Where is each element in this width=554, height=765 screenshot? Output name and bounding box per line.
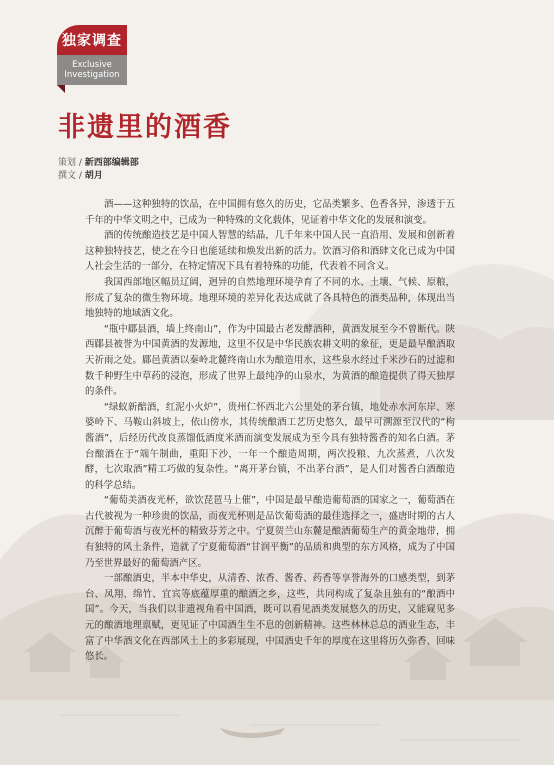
badge-bottom-gray [57,55,127,85]
paragraph: 一部酿酒史，半本中华史，从清香、浓香、酱香、药香等享誉海外的口感类型，到茅台、凤翔、绵竹、宜宾等底蕴厚重的酿酒之乡，这些，共同构成了复杂且独有的“酿酒中国”。今天，当我们以非遗视角看中国酒，既可以看见酒类发展悠久的历史，又能窥见多元的酿酒地理禀赋，更见证了中国酒生生不息的创新精神。这些林林总总的酒业生态，丰富了中华酒文化在西部风土上的多彩展现，中国酒史千年的厚度在这里将历久弥香、回味悠长。 [85,573,455,663]
paragraph: “葡萄美酒夜光杯，欲饮琵琶马上催”，中国是最早酿造葡萄酒的国家之一，葡萄酒在古代被视为一种珍贵的饮品，而夜光杯则是品饮葡萄酒的最佳选择之一，盛唐时期的古人沉醉于葡萄酒与夜光杯的精致芬芳之中。宁夏贺兰山东麓是酿酒葡萄生产的黄金地带，拥有独特的风土条件，造就了宁夏葡萄酒“甘润平衡”的品质和典型的东方风格，成为了中国乃至世界最好的葡萄酒产区。 [85,495,455,569]
credit-label: 撰文 / [58,171,85,181]
badge-subtitle-investigation: Investigation [64,70,120,80]
paragraph: “绿蚁新醅酒，红泥小火炉”，贵州仁怀西北六公里处的茅台镇，地处赤水河东岸、寒婆岭下、马鞍山斜坡上，依山傍水，其传统酿酒工艺历史悠久，最早可溯源至汉代的“枸酱酒”，后经历代改良蒸馏低酒度米酒而演变发展成为至今具有独特酱香的知名白酒。茅台酿酒在于“端午制曲，重阳下沙，一年一个酿造周期，两次投粮、九次蒸煮，八次发酵，七次取酒”精工巧做的复杂性。“离开茅台镇，不出茅台酒”，是人们对酱香白酒酿造的科学总结。 [85,401,455,491]
credit-label: 策划 / [58,158,85,168]
credit-author [58,168,103,181]
article-title: 非遗里的酒香 [58,112,232,143]
badge-top-red [57,25,127,55]
article-body [85,197,455,665]
credit-name: 胡月 [84,171,103,181]
paragraph: 我国西部地区幅员辽阔，迥异的自然地理环境孕育了不同的水、土壤、气候、原粮，形成了复杂的微生物环境。地理环境的差异化表达成就了各具特色的酒类品种，体现出当地独特的地域酒文化。 [85,276,455,320]
credit-name: 新西部编辑部 [84,158,139,168]
paragraph: 酒——这种独特的饮品，在中国拥有悠久的历史，它品类繁多、色香各异，渗透于五千年的中华文明之中，已成为一种特殊的文化载体，见证着中华文化的发展和演变。 [85,199,455,226]
badge-subtitle-exclusive: Exclusive [72,60,112,70]
badge-fold-corner [57,85,65,93]
badge-title: 独家调查 [62,33,122,49]
paragraph: “瓶中郿县酒，墙上终南山”，作为中国最古老发酵酒种，黄酒发展至今不曾断代。陕西郿县被誉为中国黄酒的发源地，这里不仅是中华民族农耕文明的象征，更是最早酿酒取天祈雨之处。郿邑黄酒以秦岭北麓终南山水为酿造用水，这些泉水经过千米沙石的过滤和数千种野生中草药的浸泡，形成了世界上最纯净的山泉水，为黄酒的酿造提供了得天独厚的条件。 [85,323,455,398]
section-badge [57,25,127,85]
paragraph: 酒的传统酿造技艺是中国人智慧的结晶，几千年来中国人民一直沿用、发展和创新着这种独特技艺，使之在今日也能延续和焕发出新的活力。饮酒习俗和酒肆文化已成为中国人社会生活的一部分，在特定情况下具有着特殊的功能，代表着不同含义。 [85,230,455,273]
credit-planning [58,155,139,168]
